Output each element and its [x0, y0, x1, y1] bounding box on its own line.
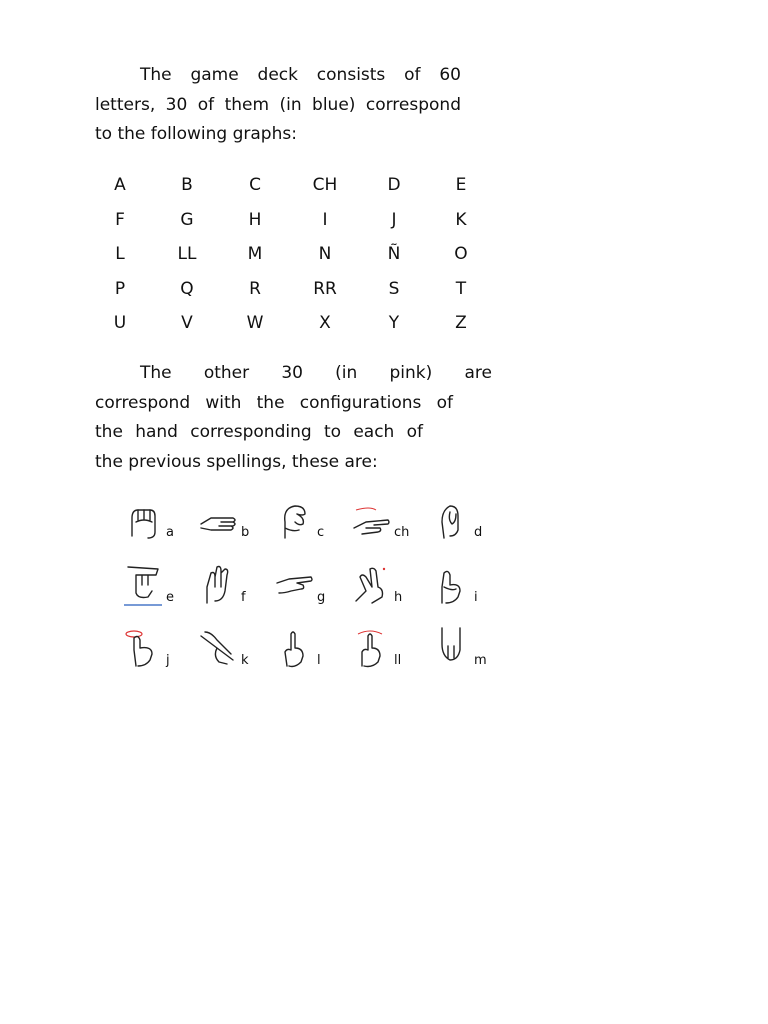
pinky-up-hand-icon [430, 563, 472, 607]
circling-pinky-hand-icon [122, 626, 164, 670]
hand-sign-label: e [166, 590, 174, 605]
hand-sign-m [430, 626, 498, 670]
hand-sign-label: m [474, 653, 487, 668]
hand-sign-label: g [317, 590, 326, 605]
horizontal-point-hand-icon [273, 563, 315, 607]
downward-hand-icon [430, 626, 472, 670]
second-line: correspond with the configurations of [95, 392, 453, 413]
graph-letter: Y [388, 313, 400, 333]
hand-sign-label: ch [394, 525, 410, 540]
intro-line: The game deck consists of 60 [140, 65, 461, 85]
pointing-hand-icon [350, 498, 392, 542]
hand-sign-label: l [317, 653, 321, 668]
hand-sign-g [273, 563, 341, 607]
graph-letter: B [181, 175, 193, 195]
hand-sign-label: k [241, 653, 249, 668]
hand-sign-ch [350, 498, 418, 542]
intro-line: to the following graphs: [95, 124, 297, 144]
graph-letter: X [319, 313, 331, 333]
graph-letter: A [114, 175, 126, 195]
graph-letter: T [455, 279, 467, 299]
hand-sign-ll [350, 626, 418, 670]
index-up-hand-icon [273, 626, 315, 670]
graph-letter: G [180, 210, 194, 230]
index-up-motion-hand-icon [350, 626, 392, 670]
graph-letter: LL [177, 244, 197, 264]
second-line: The other 30 (in pink) are [140, 363, 492, 383]
graph-letter: S [388, 279, 400, 299]
hand-sign-label: c [317, 525, 325, 540]
hand-sign-label: f [241, 590, 246, 605]
graph-letter: J [391, 210, 397, 230]
diagonal-hand-icon [197, 626, 239, 670]
graph-letter: I [322, 210, 328, 230]
graph-letter: M [247, 244, 263, 264]
flat-hand-icon [197, 498, 239, 542]
graph-letter: U [113, 313, 127, 333]
intro-paragraph [95, 61, 461, 150]
graph-letter: C [249, 175, 261, 195]
second-line: the hand corresponding to each of [95, 422, 423, 442]
graph-letter: O [454, 244, 468, 264]
graph-letter: CH [312, 175, 338, 195]
graph-letter: H [248, 210, 262, 230]
open-fingers-hand-icon [197, 563, 239, 607]
second-paragraph [95, 359, 492, 477]
graph-letter: L [115, 244, 125, 264]
hand-sign-label: j [166, 653, 170, 668]
hand-sign-a [122, 498, 190, 542]
o-hand-icon [430, 498, 472, 542]
intro-line: letters, 30 of them (in blue) correspond [95, 94, 461, 115]
fist-hand-icon [122, 498, 164, 542]
hand-sign-label: b [241, 525, 250, 540]
graph-letter: E [455, 175, 467, 195]
graph-letter: N [318, 244, 332, 264]
graph-letter: P [114, 279, 126, 299]
graph-letter: V [181, 313, 193, 333]
hand-sign-h [350, 563, 418, 607]
hand-sign-j [122, 626, 190, 670]
hand-sign-f [197, 563, 265, 607]
graph-letter: W [246, 313, 264, 333]
moving-fingers-hand-icon [350, 563, 392, 607]
graph-letter: F [115, 210, 125, 230]
hand-sign-d [430, 498, 498, 542]
curved-hand-icon [273, 498, 315, 542]
graph-letter: D [387, 175, 401, 195]
hand-sign-label: ll [394, 653, 402, 668]
graph-letter: R [249, 279, 261, 299]
hand-sign-label: i [474, 590, 478, 605]
graph-letter: Ñ [387, 244, 401, 264]
hand-sign-label: d [474, 525, 483, 540]
graph-letter: Z [455, 313, 467, 333]
hand-sign-l [273, 626, 341, 670]
hand-sign-c [273, 498, 341, 542]
hand-sign-i [430, 563, 498, 607]
hand-sign-b [197, 498, 265, 542]
graph-letter: RR [313, 279, 337, 299]
hand-sign-e [122, 563, 190, 607]
second-line: the previous spellings, these are: [95, 451, 378, 472]
hand-sign-k [197, 626, 265, 670]
hand-sign-label: a [166, 525, 174, 540]
bent-fingers-hand-icon [122, 563, 164, 607]
graph-letter: K [455, 210, 467, 230]
graph-letter: Q [180, 279, 194, 299]
hand-sign-label: h [394, 590, 403, 605]
